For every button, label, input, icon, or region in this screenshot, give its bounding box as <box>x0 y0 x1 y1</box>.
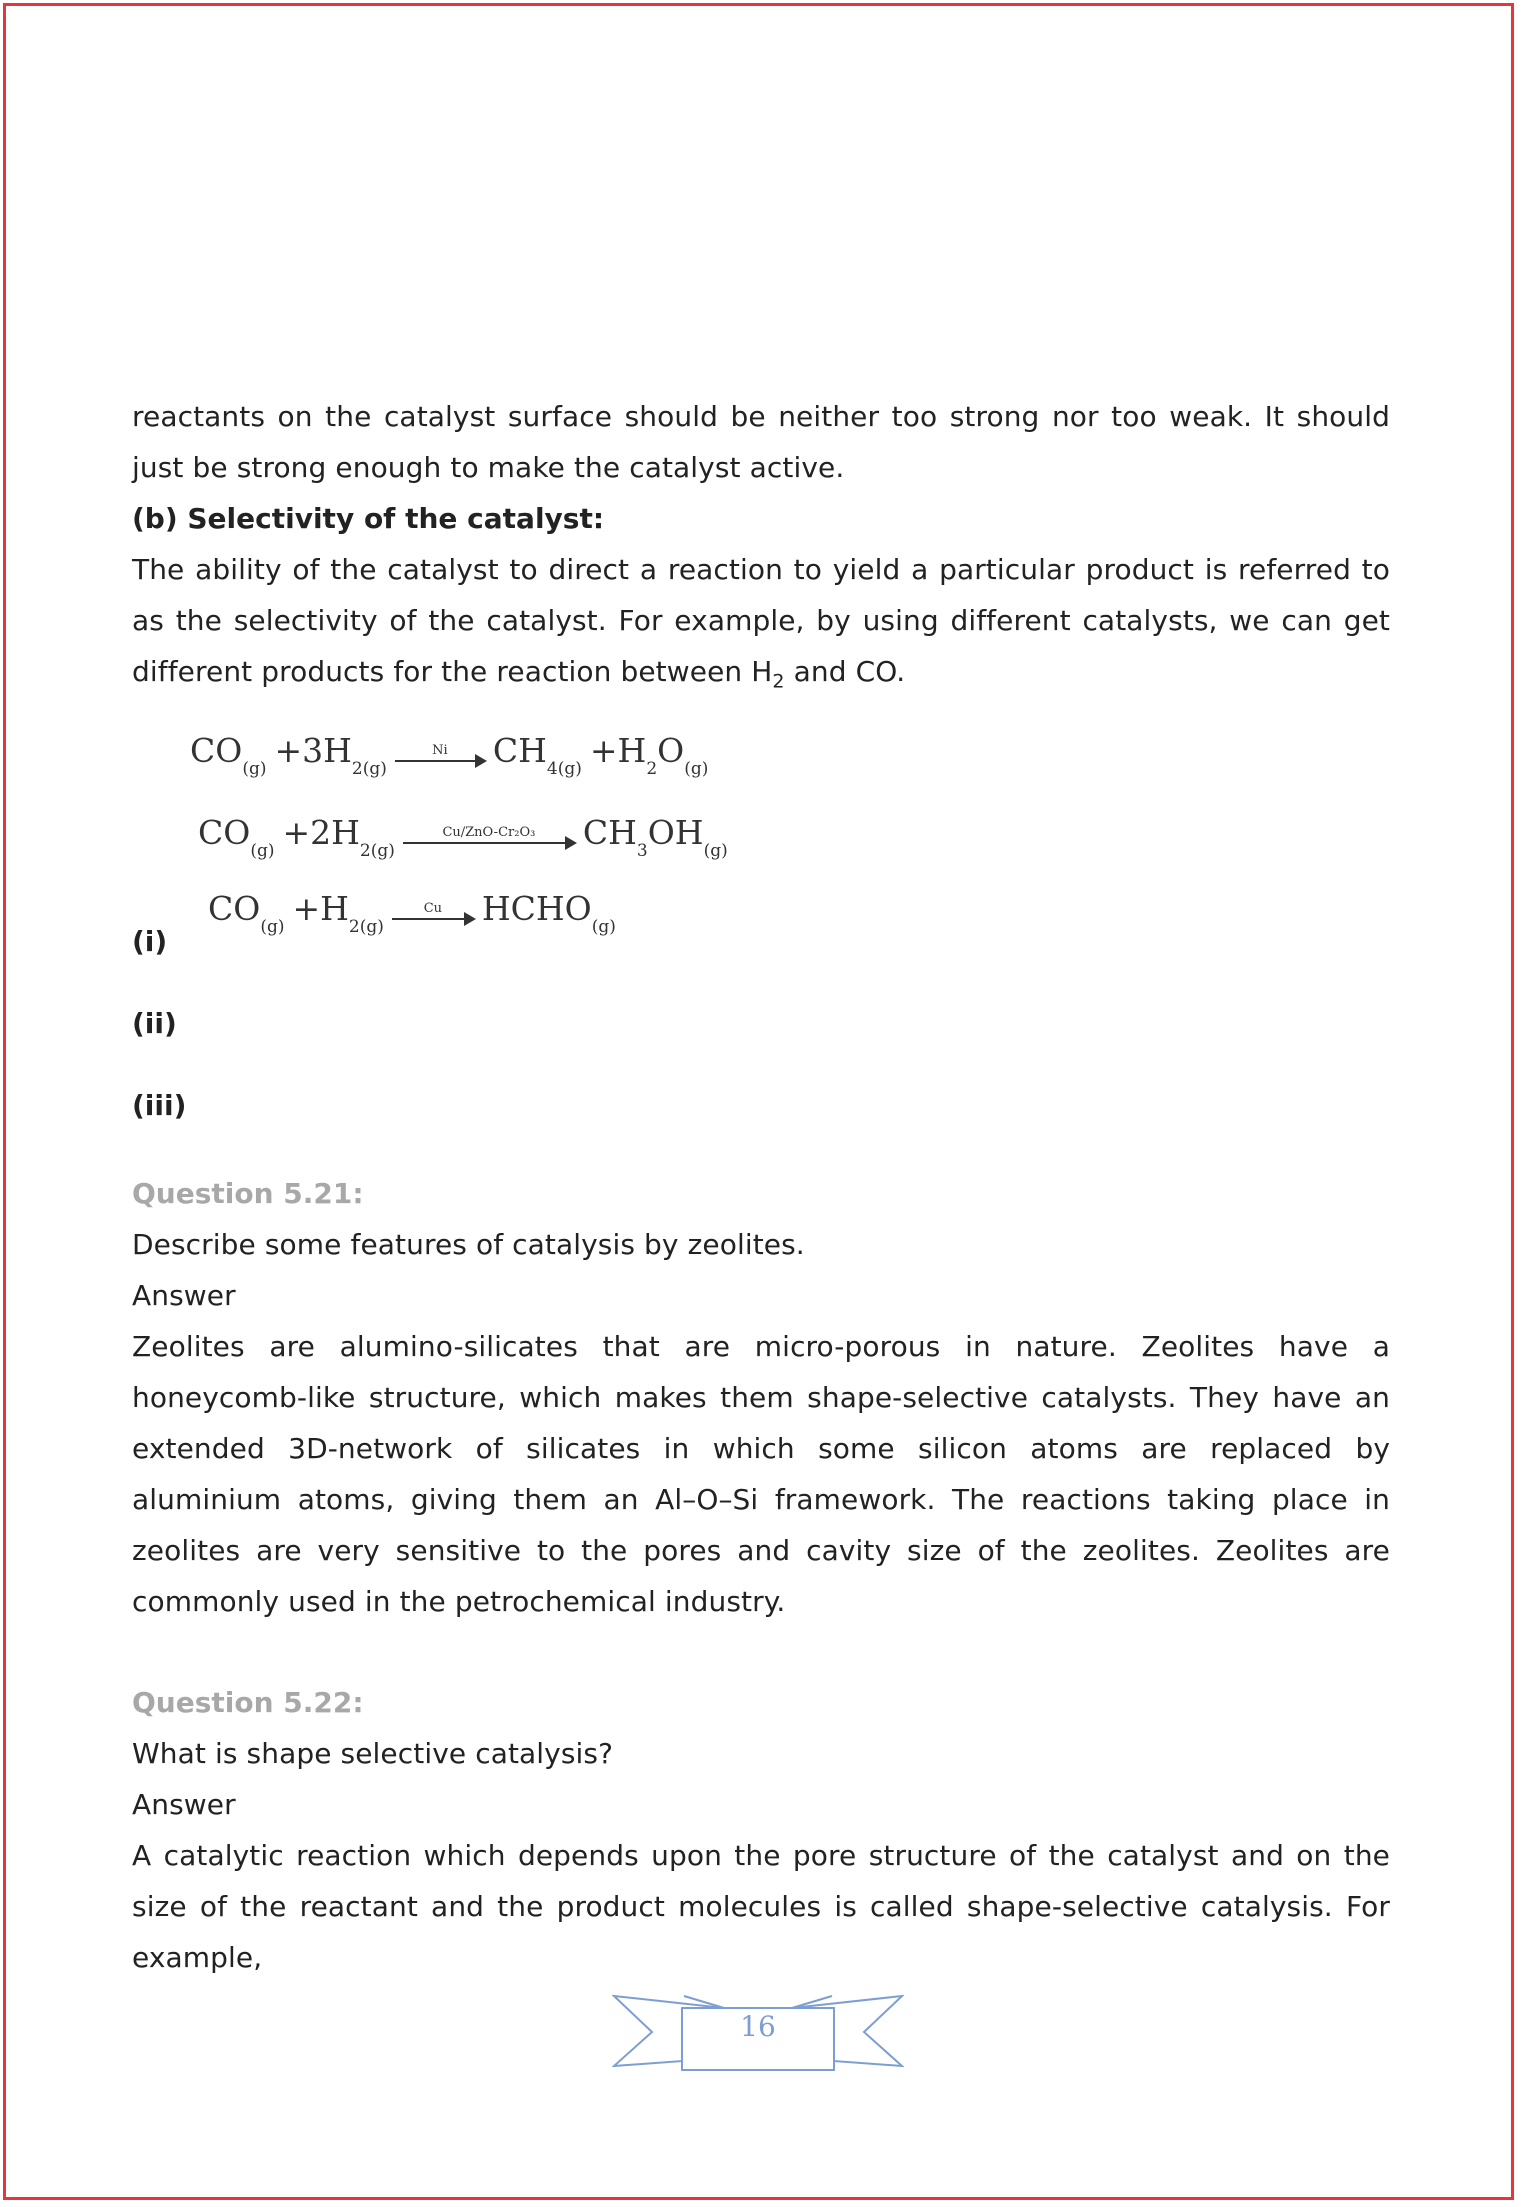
eq2-reactant-2-state: 2(g) <box>359 840 395 861</box>
selectivity-text-before: The ability of the catalyst to direct a reaction to yield a particular product is referred to as the selectivity of the catalyst. For example, by using different catalysts, we can get different products for the reaction between H <box>132 553 1390 688</box>
question-5-21-text: Describe some features of catalysis by zeolites. <box>132 1227 805 1261</box>
eq1-reactant-1-state: (g) <box>242 758 267 779</box>
eq1-product-2-sub: 2 <box>646 758 658 779</box>
label-iii: (iii) <box>132 1088 187 1122</box>
eq1-arrow-icon <box>395 744 485 762</box>
selectivity-subscript: 2 <box>772 670 785 693</box>
eq1-reactant-1: CO <box>190 730 243 770</box>
eq3-product-1: HCHO <box>481 888 592 928</box>
eq2-reactant-1: CO <box>198 812 251 852</box>
eq2-catalyst: Cu/ZnO-Cr₂O₃ <box>442 824 536 840</box>
eq3-reactant-2-state: 2(g) <box>348 916 384 937</box>
question-5-21-title: Question 5.21: <box>132 1176 364 1210</box>
eq3-arrow-icon <box>392 902 474 920</box>
selectivity-heading: (b) Selectivity of the catalyst: <box>132 502 605 535</box>
label-ii: (ii) <box>132 1006 177 1040</box>
eq3-reactant-1: CO <box>208 888 261 928</box>
eq1-plus-2: + <box>589 730 618 770</box>
reaction-equations <box>190 718 1390 937</box>
eq3-catalyst: Cu <box>423 900 443 916</box>
question-5-22-title: Question 5.22: <box>132 1685 364 1719</box>
selectivity-text-after: and CO. <box>784 655 906 688</box>
eq3-reactant-1-state: (g) <box>260 916 285 937</box>
eq2-reactant-2: 2H <box>310 812 360 852</box>
eq3-plus: + <box>292 888 321 928</box>
page-number: 16 <box>740 2010 776 2043</box>
eq3-product-1-state: (g) <box>591 916 616 937</box>
eq1-product-2-tail: O <box>657 730 685 770</box>
question-5-21-answer: Zeolites are alumino-silicates that are micro-porous in nature. Zeolites have a honeycomb-like structure, which makes them shape-selective catalysts. They have an extended 3D-network of silicates in which some silicon atoms are replaced by aluminium atoms, giving them an Al–O–Si framework. The reactions taking place in zeolites are very sensitive to the pores and cavity size of the zeolites. Zeolites are commonly used in the petrochemical industry. <box>132 1329 1390 1618</box>
eq1-product-2-state: (g) <box>684 758 709 779</box>
eq2-arrow-icon <box>403 826 575 844</box>
eq1-catalyst: Ni <box>432 742 448 758</box>
eq1-reactant-2: 3H <box>302 730 352 770</box>
eq2-product-1-tail: OH <box>647 812 704 852</box>
eq2-reactant-1-state: (g) <box>250 840 275 861</box>
intro-paragraph: reactants on the catalyst surface should be neither too strong nor too weak. It should just be strong enough to make the catalyst active. <box>132 400 1390 484</box>
question-5-21-answer-label: Answer <box>132 1278 236 1312</box>
eq3-reactant-2: H <box>320 888 349 928</box>
page-content <box>132 391 1390 1983</box>
selectivity-paragraph <box>132 544 1390 708</box>
eq2-product-1-sub: 3 <box>636 840 648 861</box>
question-5-22-answer-label: Answer <box>132 1787 236 1821</box>
eq1-product-2: H <box>617 730 647 770</box>
eq2-product-1: CH <box>582 812 637 852</box>
page-footer <box>612 1992 904 2076</box>
eq1-plus: + <box>274 730 303 770</box>
eq1-reactant-2-state: 2(g) <box>351 758 387 779</box>
eq2-plus: + <box>282 812 311 852</box>
eq1-product-1-state: 4(g) <box>546 758 582 779</box>
question-5-22-text: What is shape selective catalysis? <box>132 1736 614 1770</box>
equation-3 <box>208 852 1390 937</box>
equation-2 <box>198 770 1390 861</box>
eq2-product-1-state: (g) <box>703 840 728 861</box>
label-i: (i) <box>132 924 168 958</box>
equation-1 <box>190 718 1390 779</box>
question-5-22-answer: A catalytic reaction which depends upon the pore structure of the catalyst and on the size of the reactant and the product molecules is called shape-selective catalysis. For example, <box>132 1838 1390 1974</box>
eq1-product-1: CH <box>492 730 547 770</box>
